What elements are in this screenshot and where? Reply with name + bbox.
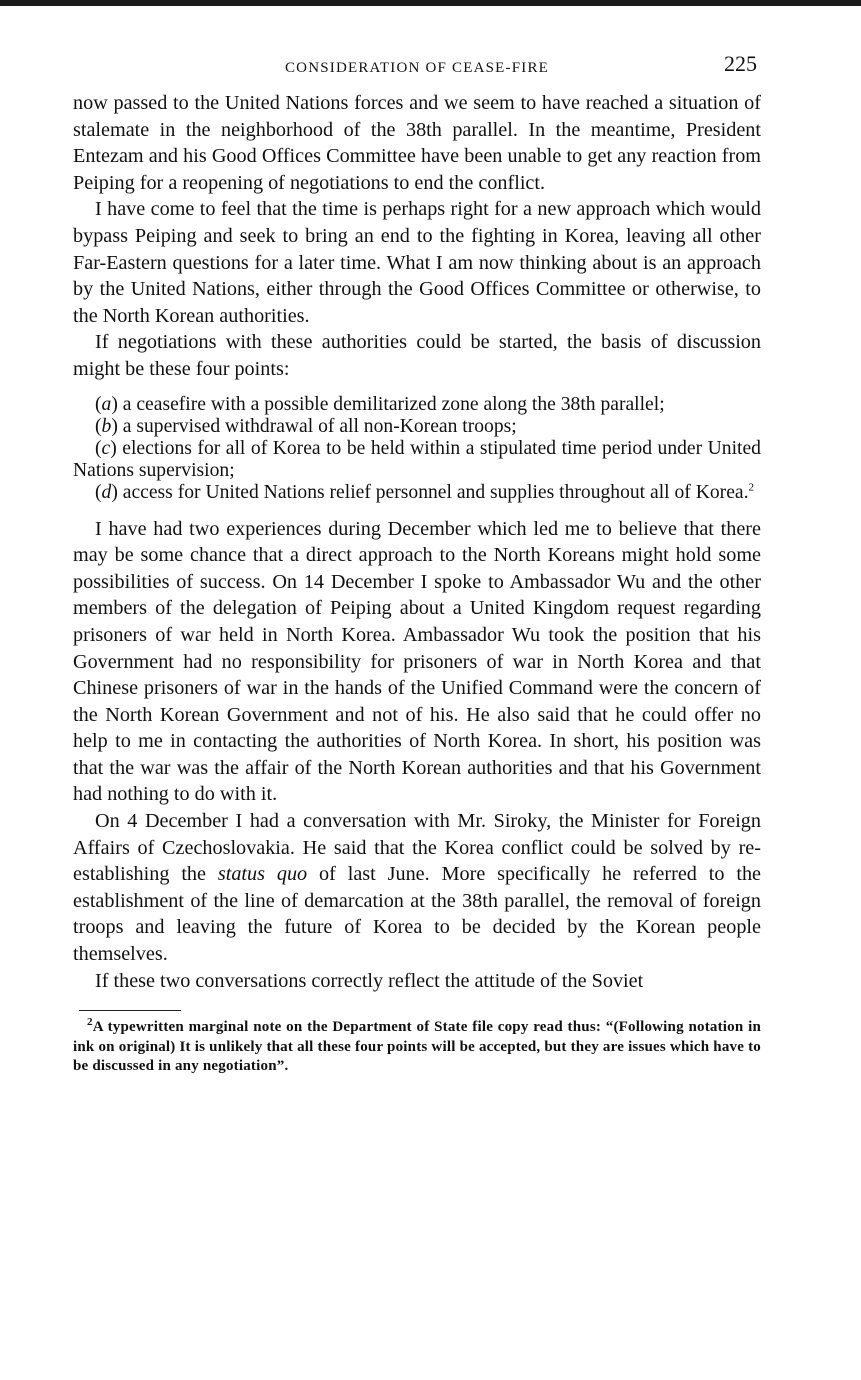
paragraph-soviet-attitude: If these two conversations correctly reflect the attitude of the Soviet (95, 969, 644, 992)
point-text: a ceasefire with a possible demilitarized zone along the 38th parallel; (122, 393, 665, 415)
document-page (73, 50, 761, 1077)
point-letter: c (101, 437, 111, 459)
footnote-reference: 2 (748, 481, 754, 494)
paragraph-siroky-conversation (73, 808, 761, 968)
footnote-text (73, 1018, 761, 1077)
body-text (73, 90, 761, 994)
footnote-mark: 2 (87, 1016, 93, 1029)
point-text: elections for all of Korea to be held within a stipulated time period under United Nations supervision; (73, 437, 761, 482)
page-number: 225 (724, 51, 757, 76)
point-letter: d (101, 482, 112, 504)
text-run: of last June. More specifically he referred to the establishment of the line of demarcation at the 38th parallel, the removal of foreign troops and leaving the future of Korea to be decided by the Korean people themselves. (73, 863, 762, 966)
paragraph-continued: now passed to the United Nations forces and we seem to have reached a situation of stalemate in the neighborhood of the 38th parallel. In the meantime, President Entezam and his Good Offices Committee have been unable to get any reaction from Peiping for a reopening of negotiations to end the conflict. (73, 92, 761, 194)
point-letter: b (101, 415, 112, 437)
point-text: access for United Nations relief personnel and supplies throughout all of Korea. (122, 482, 749, 504)
four-points-list (73, 394, 761, 505)
text-run: On 4 December I had a conversation with Mr. Siroky, the Minister for Foreign Affairs of Czechoslovakia. He said that the Korea conflict could be solved by re-establishing the (73, 810, 761, 886)
footnote (73, 1018, 761, 1077)
list-item: (d) access for United Nations relief personnel and supplies throughout all of Korea.$^2$ (95, 481, 754, 504)
list-item: (a) a ceasefire with a possible demilitarized zone along the 38th parallel; (95, 393, 665, 415)
running-head: CONSIDERATION OF CEASE-FIRE (284, 60, 550, 76)
point-letter: a (101, 393, 112, 415)
italic-phrase: status quo (217, 863, 308, 886)
paragraph-new-approach: I have come to feel that the time is perhaps right for a new approach which would bypass Peiping and seek to bring an end to the fighting in Korea, leaving all other Far-Eastern questions for a later time. What I am now thinking about is an approach by the United Nations, either through the Good Offices Committee or otherwise, to the North Korean authorities. (73, 198, 761, 327)
paragraph-four-points-intro: If negotiations with these authorities could be started, the basis of discussion might be these four points: (73, 331, 761, 380)
page-header (73, 50, 761, 90)
list-item: (c) elections for all of Korea to be held within a stipulated time period under United Nations supervision; (73, 437, 761, 482)
point-text: a supervised withdrawal of all non-Korean troops; (122, 415, 517, 437)
footnote-body: A typewritten marginal note on the Department of State file copy read thus: “(Following notation in ink on original) It is unlikely that all these four points will be accepted, but they are issues which have to be discussed in any negotiation”. (73, 1019, 761, 1075)
paragraph-december-experiences: I have had two experiences during December which led me to believe that there may be some chance that a direct approach to the North Koreans might hold some possibilities of success. On 14 December I spoke to Ambassador Wu and the other members of the delegation of Peiping about a United Kingdom request regarding prisoners of war held in North Korea. Ambassador Wu took the position that his Government had no responsibility for prisoners of war in North Korea and that Chinese prisoners of war in the hands of the Unified Command were the concern of the North Korean Government and not of his. He also said that he could offer no help to me in contacting the authorities of North Korea. In short, his position was that the war was the affair of the North Korean authorities and that his Government had nothing to do with it. (73, 517, 761, 806)
list-item: (b) a supervised withdrawal of all non-Korean troops; (95, 415, 517, 437)
footnote-rule (79, 1010, 181, 1011)
scan-top-edge (0, 0, 861, 6)
